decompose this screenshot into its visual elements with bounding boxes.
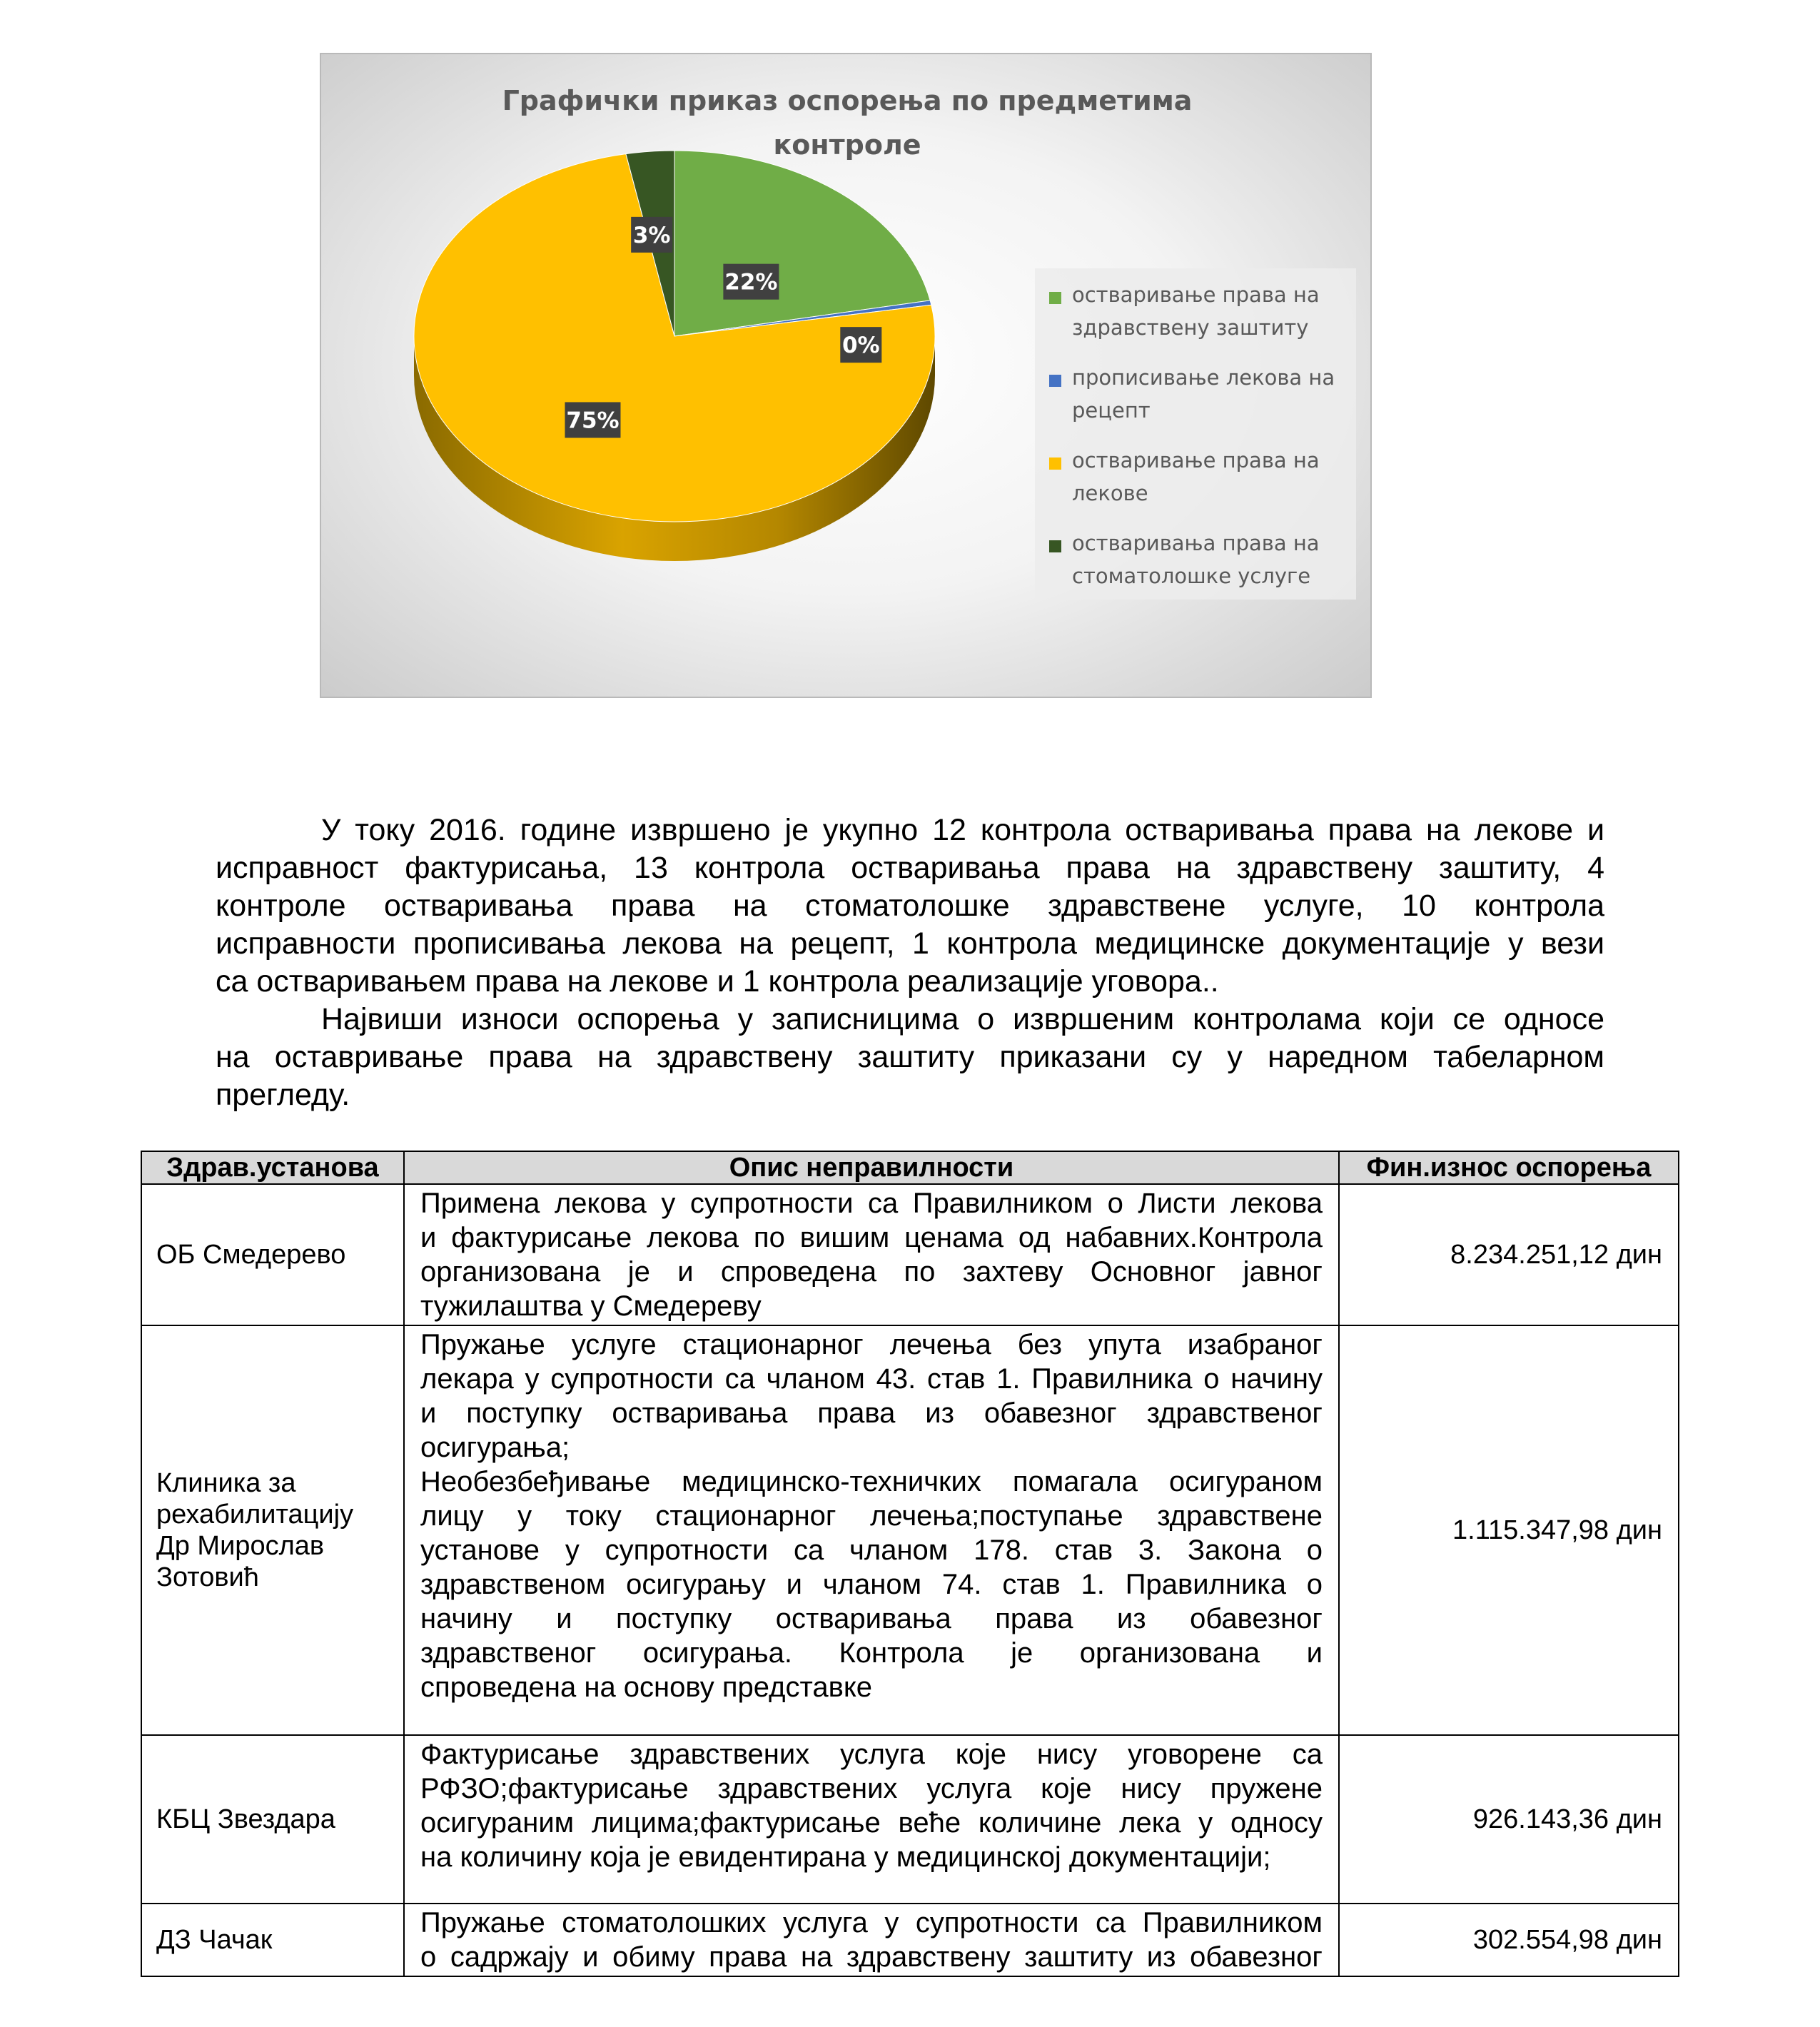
description-line: Пружање услуге стационарног лечења без упута изабраног xyxy=(420,1329,1323,1360)
header-description: Опис неправилности xyxy=(404,1151,1339,1184)
paragraph-line: Највиши износи оспорења у записницима о извршеним контролама који се односе xyxy=(321,1002,1604,1036)
legend-swatch xyxy=(1049,458,1061,470)
legend-item-prescriptions xyxy=(1049,361,1356,444)
cell-description xyxy=(404,1325,1339,1735)
description-line: и поступку остваривања права из обавезног здравственог xyxy=(420,1397,1323,1429)
paragraph-table-intro xyxy=(216,1001,1604,1114)
institution-name: рехабилитацију xyxy=(156,1500,354,1530)
header-institution: Здрав.установа xyxy=(141,1151,404,1184)
data-label-3 xyxy=(565,402,620,438)
disputes-table xyxy=(141,1151,1679,1977)
paragraph-line: прегледу. xyxy=(216,1078,350,1112)
cell-amount: 302.554,98 дин xyxy=(1339,1904,1679,1976)
description-line: о садржају и обиму права на здравствену заштиту из обавезног xyxy=(420,1941,1323,1973)
description-line: спроведена на основу представке xyxy=(420,1672,873,1703)
legend-label: прописивање лекова на xyxy=(1072,365,1335,390)
table-row xyxy=(141,1325,1679,1735)
legend-item-dental xyxy=(1049,527,1356,610)
cell-institution xyxy=(141,1184,404,1325)
description-line: установе у супротности са чланом 178. став 3. Закона о xyxy=(420,1535,1323,1566)
institution-name: ОБ Смедерево xyxy=(156,1240,346,1270)
description-line: здравственог осигурања. Контрола је организована и xyxy=(420,1637,1323,1669)
legend-label: рецепт xyxy=(1072,398,1151,423)
institution-name: ДЗ Чачак xyxy=(156,1925,273,1955)
legend-item-health-care xyxy=(1049,278,1356,361)
description-line: здравственом осигурању и чланом 74. став 1. Правилника о xyxy=(420,1569,1323,1600)
legend-label: остваривања права на xyxy=(1072,531,1320,555)
description-line: Фактурисање здравствених услуга које нису уговорене са xyxy=(420,1739,1323,1770)
paragraph-line: исправност фактурисања, 13 контрола остваривања права на здравствену заштиту, 4 xyxy=(216,851,1604,885)
description-line: РФЗО;фактурисање здравствених услуга које нису пружене xyxy=(420,1773,1323,1804)
description-line: организована је и спроведена по захтеву Основног јавног xyxy=(420,1256,1323,1288)
data-label-text: 0% xyxy=(841,333,880,359)
pie-chart xyxy=(320,53,1372,698)
table-header-row xyxy=(141,1151,1679,1184)
description-line: Примена лекова у супротности са Правилником о Листи лекова xyxy=(420,1188,1323,1219)
table-row xyxy=(141,1904,1679,1976)
legend-swatch xyxy=(1049,292,1061,304)
paragraph-line: У току 2016. године извршено је укупно 12 контрола остваривања права на лекове и xyxy=(321,813,1604,847)
cell-description xyxy=(404,1184,1339,1325)
cell-institution xyxy=(141,1325,404,1735)
legend-label: здравствену заштиту xyxy=(1072,315,1309,340)
paragraph-controls-summary xyxy=(216,812,1604,1001)
cell-amount: 1.115.347,98 дин xyxy=(1339,1325,1679,1735)
institution-name: КБЦ Звездара xyxy=(156,1804,335,1834)
chart-legend xyxy=(1035,268,1356,600)
description-line: и фактурисање лекова по вишим ценама од набавних.Контрола xyxy=(420,1222,1323,1253)
data-label-text: 3% xyxy=(632,222,671,248)
description-line: Необезбеђивање медицинско-техничких помагала осигураном xyxy=(420,1466,1323,1497)
legend-swatch xyxy=(1049,375,1061,387)
chart-title-line-1: Графички приказ оспорења по предметима xyxy=(502,85,1193,116)
legend-label: остваривање права на xyxy=(1072,283,1320,307)
cell-institution xyxy=(141,1735,404,1904)
legend-label: стоматолошке услуге xyxy=(1072,564,1311,588)
cell-amount: 926.143,36 дин xyxy=(1339,1735,1679,1904)
table-row xyxy=(141,1735,1679,1904)
legend-label: остваривање права на xyxy=(1072,448,1320,472)
table-row xyxy=(141,1184,1679,1325)
description-line: Пружање стоматолошких услуга у супротности са Правилником xyxy=(420,1907,1323,1938)
description-line: лекара у супротности са чланом 43. став 1. Правилника о начину xyxy=(420,1363,1323,1395)
legend-item-medicines xyxy=(1049,444,1356,527)
description-line: тужилаштва у Смедереву xyxy=(420,1290,762,1322)
cell-description xyxy=(404,1904,1339,1976)
description-line: лицу у току стационарног лечења;поступање здравствене xyxy=(420,1500,1323,1532)
cell-institution xyxy=(141,1904,404,1976)
paragraph-line: са остваривањем права на лекове и 1 контрола реализације уговора.. xyxy=(216,964,1219,999)
cell-description xyxy=(404,1735,1339,1904)
paragraph-line: на оставривање права на здравствену заштиту приказани су у наредном табеларном xyxy=(216,1040,1604,1074)
cell-amount: 8.234.251,12 дин xyxy=(1339,1184,1679,1325)
institution-name: Клиника за xyxy=(156,1468,296,1498)
description-line: начину и поступку остваривања права из обавезног xyxy=(420,1603,1323,1634)
header-amount: Фин.износ оспорења xyxy=(1339,1151,1679,1184)
institution-name: Зотовић xyxy=(156,1562,259,1592)
legend-label: лекове xyxy=(1072,481,1148,505)
paragraph-line: исправности прописивања лекова на рецепт, 1 контрола медицинске документације у вези xyxy=(216,926,1604,961)
data-label-4 xyxy=(631,217,672,253)
data-label-text: 75% xyxy=(566,408,620,434)
data-label-text: 22% xyxy=(724,269,778,295)
description-line: осигураним лицима;фактурисање веће количине лека у односу xyxy=(420,1807,1323,1839)
paragraph-line: контроле остваривања права на стоматолошке здравствене услуге, 10 контрола xyxy=(216,889,1604,923)
chart-title-line-2: контроле xyxy=(773,129,921,161)
description-line: на количину која је евидентирана у медицинској документацији; xyxy=(420,1841,1271,1873)
description-line: осигурања; xyxy=(420,1432,570,1463)
institution-name: Др Мирослав xyxy=(156,1531,325,1561)
legend-swatch xyxy=(1049,540,1061,552)
data-label-2 xyxy=(840,327,881,363)
data-label-1 xyxy=(723,264,779,300)
